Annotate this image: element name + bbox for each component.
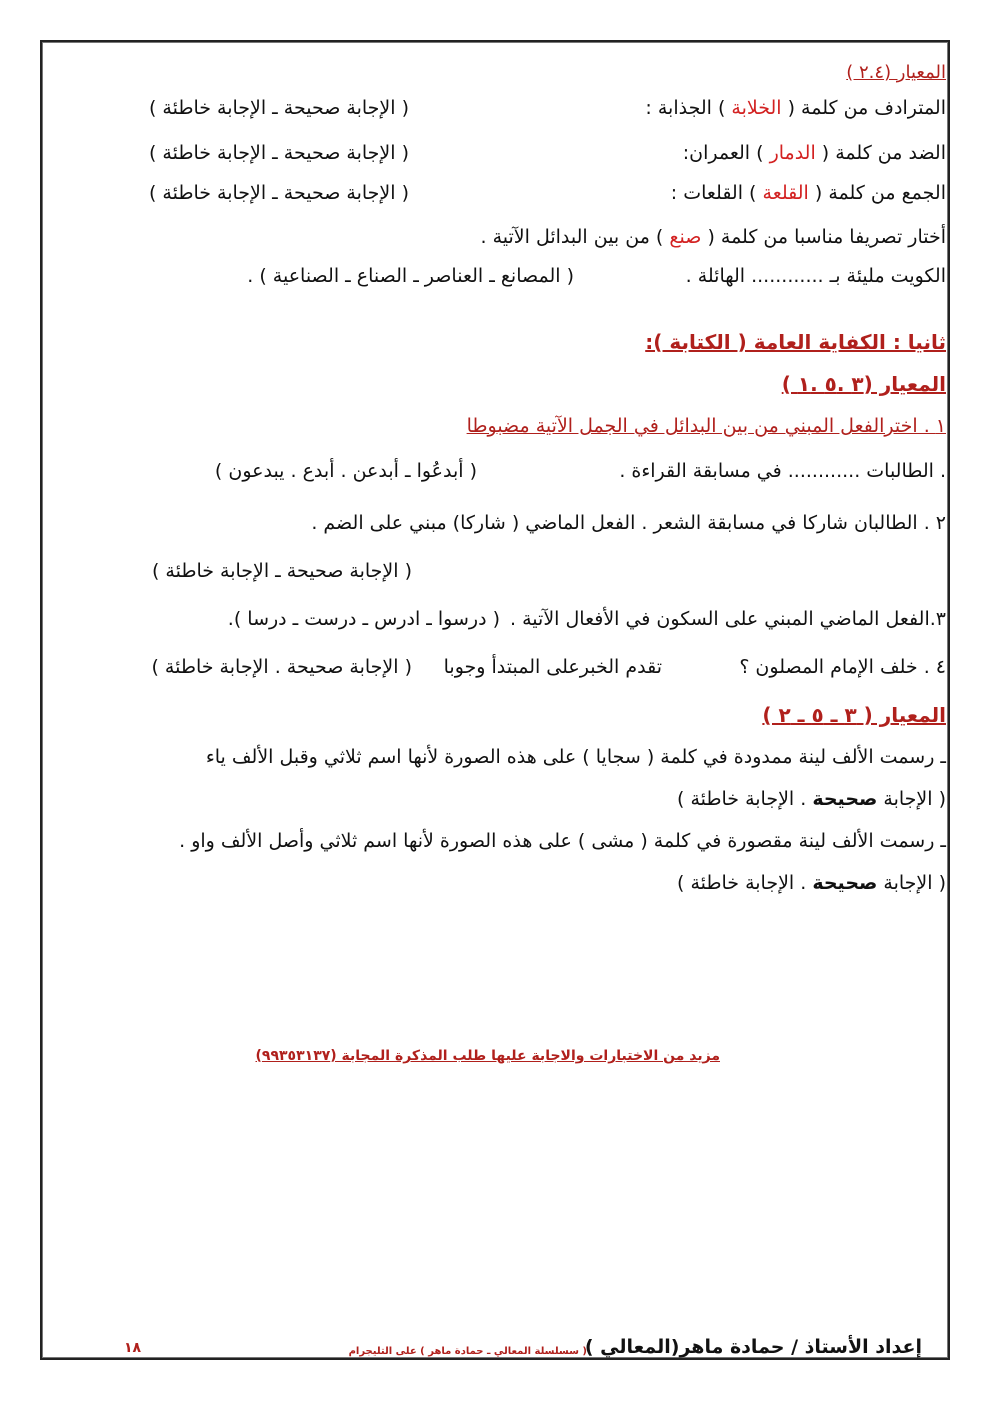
plural-post: ) القلعات :: [670, 182, 757, 204]
derivation-post: ) من بين البدائل الآتية .: [480, 226, 664, 248]
students-question: . الطالبات ............ في مسابقة القراءة .: [619, 460, 946, 482]
statement-1-options-post: . الإجابة خاطئة ): [677, 788, 807, 810]
footer-author: إعداد الأستاذ / حمادة ماهر(المعالي ): [584, 1336, 922, 1358]
synonym-options: ( الإجابة صحيحة ـ الإجابة خاطئة ): [148, 97, 409, 119]
statement-2: ـ رسمت الألف لينة مقصورة في كلمة ( مشى ) على هذه الصورة لأنها اسم ثلاثي وأصل الألف واو .: [179, 830, 946, 852]
synonym-pre: المترادف من كلمة (: [787, 97, 946, 119]
antonym-options: ( الإجابة صحيحة ـ الإجابة خاطئة ): [148, 142, 409, 164]
criterion-3-label: المعيار ( ٣ ـ ٥ ـ ٢ ): [762, 703, 946, 727]
promo-text: مزيد من الاختبارات والاجابة عليها طلب المذكرة المجابة (٩٩٣٥٣١٣٧): [255, 1048, 720, 1064]
statement-2-options-post: . الإجابة خاطئة ): [677, 872, 807, 894]
section-2-title: ثانيا : الكفاية العامة ( الكتابة ):: [645, 330, 946, 354]
statement-1: ـ رسمت الألف لينة ممدودة في كلمة ( سجايا ) على هذه الصورة لأنها اسم ثلاثي وقبل الألف ياء: [205, 746, 946, 768]
plural-word: القلعة: [762, 182, 809, 204]
antonym-pre: الضد من كلمة (: [821, 142, 946, 164]
plural-question: [671, 182, 946, 205]
page-number: ١٨: [124, 1340, 142, 1356]
statement-2-options-bold: صحيحة: [812, 872, 878, 894]
synonym-word: الخلابة: [731, 97, 782, 119]
question-2-options: ( الإجابة صحيحة ـ الإجابة خاطئة ): [151, 560, 412, 582]
synonym-question: [645, 97, 946, 120]
plural-pre: الجمع من كلمة (: [814, 182, 946, 204]
question-3-options: ( درسوا ـ ادرس ـ درست ـ درسا ).: [227, 608, 500, 630]
derivation-word: صنع: [669, 226, 702, 248]
question-4-options: ( الإجابة صحيحة . الإجابة خاطئة ): [151, 656, 412, 678]
footer-series: ( سسلسلة المعالي ـ حمادة ماهر ) على التليجرام: [348, 1346, 587, 1357]
statement-1-options-bold: صحيحة: [812, 788, 878, 810]
antonym-post: ) العمران:: [682, 142, 764, 164]
instruction-text: ١ . اخترالفعل المبني من بين البدائل في الجمل الآتية مضبوطا: [466, 415, 946, 437]
statement-1-options-pre: ( الإجابة: [883, 788, 946, 810]
antonym-question: [683, 142, 946, 165]
antonym-word: الدمار: [769, 142, 816, 164]
kuwait-options: ( المصانع ـ العناصر ـ الصناع ـ الصناعية ) .: [247, 265, 574, 287]
statement-1-options: [677, 788, 946, 811]
synonym-post: ) الجذابة :: [645, 97, 726, 119]
question-4: ٤ . خلف الإمام المصلون ؟: [739, 656, 946, 678]
question-4-statement: تقدم الخبرعلى المبتدأ وجوبا: [443, 656, 662, 678]
criterion-1-label: المعيار (٢.٤ ): [846, 62, 946, 83]
statement-2-options-pre: ( الإجابة: [883, 872, 946, 894]
derivation-pre: أختار تصريفا مناسبا من كلمة (: [707, 226, 946, 248]
question-3: ٣.الفعل الماضي المبني على السكون في الأفعال الآتية .: [510, 608, 946, 630]
criterion-2-label: المعيار (٣ .٥ .١ ): [781, 372, 946, 396]
statement-2-options: [677, 872, 946, 895]
question-2: ٢ . الطالبان شاركا في مسابقة الشعر . الفعل الماضي ( شاركا) مبني على الضم .: [311, 512, 946, 534]
students-options: ( أبدعُوا ـ أبدعن . أبدع . يبدعون ): [214, 460, 477, 482]
kuwait-sentence: الكويت مليئة بـ ............ الهائلة .: [685, 265, 946, 287]
plural-options: ( الإجابة صحيحة ـ الإجابة خاطئة ): [148, 182, 409, 204]
derivation-instruction: [481, 226, 946, 249]
